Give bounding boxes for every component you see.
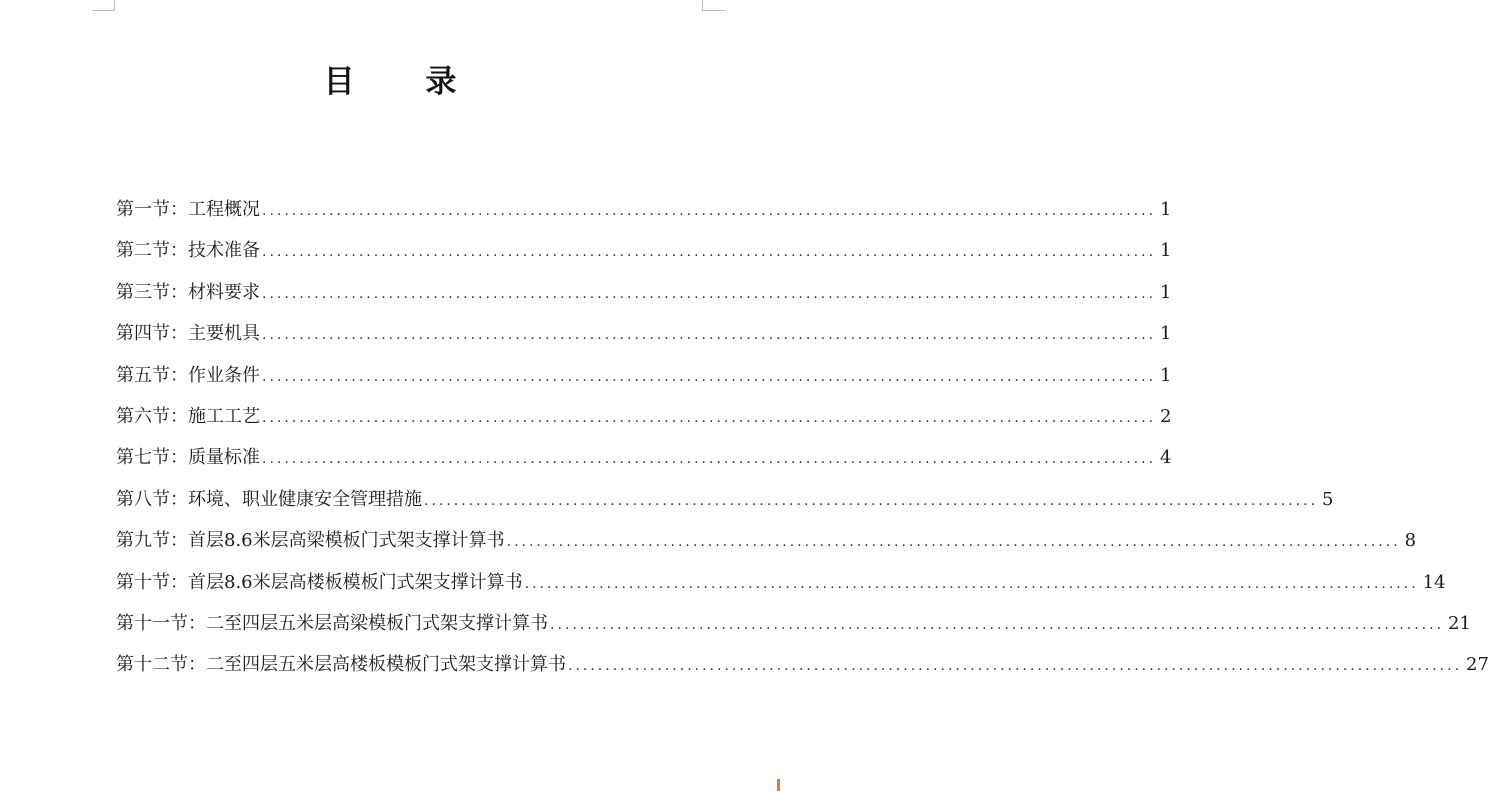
toc-entry[interactable] <box>116 569 1446 610</box>
toc-entry[interactable] <box>116 362 1172 403</box>
toc-entry-page: 1 <box>1160 199 1172 220</box>
toc-entry-label: 第八节：环境、职业健康安全管理措施 <box>116 488 422 510</box>
toc-entry-page: 21 <box>1448 612 1471 634</box>
toc-leader-dots: ........................................................................................................................ <box>262 244 1157 261</box>
toc-entry-page: 1 <box>1160 364 1172 386</box>
toc-leader-dots: ........................................................................................................................ <box>262 409 1157 426</box>
toc-entry[interactable] <box>116 444 1172 485</box>
toc-entry[interactable] <box>116 196 1172 237</box>
toc-entry-page: 5 <box>1322 488 1334 510</box>
toc-entry-label: 第九节：首层8.6米层高梁模板门式架支撑计算书 <box>116 530 505 552</box>
toc-leader-dots: ........................................................................................................................ <box>262 203 1157 219</box>
toc-entry-label: 第十节：首层8.6米层高楼板模板门式架支撑计算书 <box>116 571 523 593</box>
page-title: 目 录 <box>323 64 487 100</box>
toc-entry-label: 第十二节：二至四层五米层高楼板模板门式架支撑计算书 <box>116 654 566 676</box>
toc-entry[interactable] <box>116 610 1471 651</box>
toc-entry-label: 第五节：作业条件 <box>116 364 260 386</box>
toc-entry[interactable] <box>116 486 1334 527</box>
toc-entry-page: 1 <box>1160 323 1172 345</box>
toc-entry[interactable] <box>116 527 1417 568</box>
crop-mark-top-left <box>92 0 115 11</box>
page-edge-accent <box>777 779 780 791</box>
toc-entry[interactable] <box>116 403 1172 444</box>
toc-entry-label: 第十一节：二至四层五米层高梁模板门式架支撑计算书 <box>116 612 548 634</box>
toc-leader-dots: ........................................................................................................................ <box>568 658 1463 675</box>
toc-entry-label: 第二节：技术准备 <box>116 240 260 262</box>
toc-leader-dots: ........................................................................................................................ <box>262 327 1157 344</box>
toc-leader-dots: ........................................................................................................................ <box>262 285 1157 302</box>
toc-entry[interactable] <box>116 651 1489 692</box>
toc-entry-label: 第四节：主要机具 <box>116 323 260 345</box>
toc-entry-label: 第一节：工程概况 <box>116 199 260 220</box>
toc-entry-page: 27 <box>1466 654 1489 676</box>
toc-entry[interactable] <box>116 279 1172 320</box>
toc-leader-dots: ........................................................................................................................ <box>262 368 1157 385</box>
toc-entry[interactable] <box>116 237 1172 278</box>
crop-mark-top-right <box>702 0 725 11</box>
toc-entry-page: 8 <box>1404 530 1417 552</box>
toc-entry-page: 2 <box>1160 405 1172 427</box>
toc-leader-dots: ........................................................................................................................ <box>550 616 1445 633</box>
toc-leader-dots: ........................................................................................................................ <box>506 534 1401 551</box>
toc-entry-label: 第六节：施工工艺 <box>116 405 260 427</box>
toc-leader-dots: ........................................................................................................................ <box>262 451 1157 468</box>
toc-entry-page: 14 <box>1422 571 1446 593</box>
toc-entry-page: 4 <box>1160 447 1172 469</box>
toc-entry-label: 第三节：材料要求 <box>116 281 260 303</box>
table-of-contents <box>116 196 1489 693</box>
toc-entry-page: 1 <box>1160 240 1172 262</box>
toc-leader-dots: ........................................................................................................................ <box>524 575 1419 592</box>
toc-entry-label: 第七节：质量标准 <box>116 447 260 469</box>
toc-entry-page: 1 <box>1160 281 1172 303</box>
toc-leader-dots: ........................................................................................................................ <box>424 492 1319 509</box>
toc-entry[interactable] <box>116 320 1172 361</box>
